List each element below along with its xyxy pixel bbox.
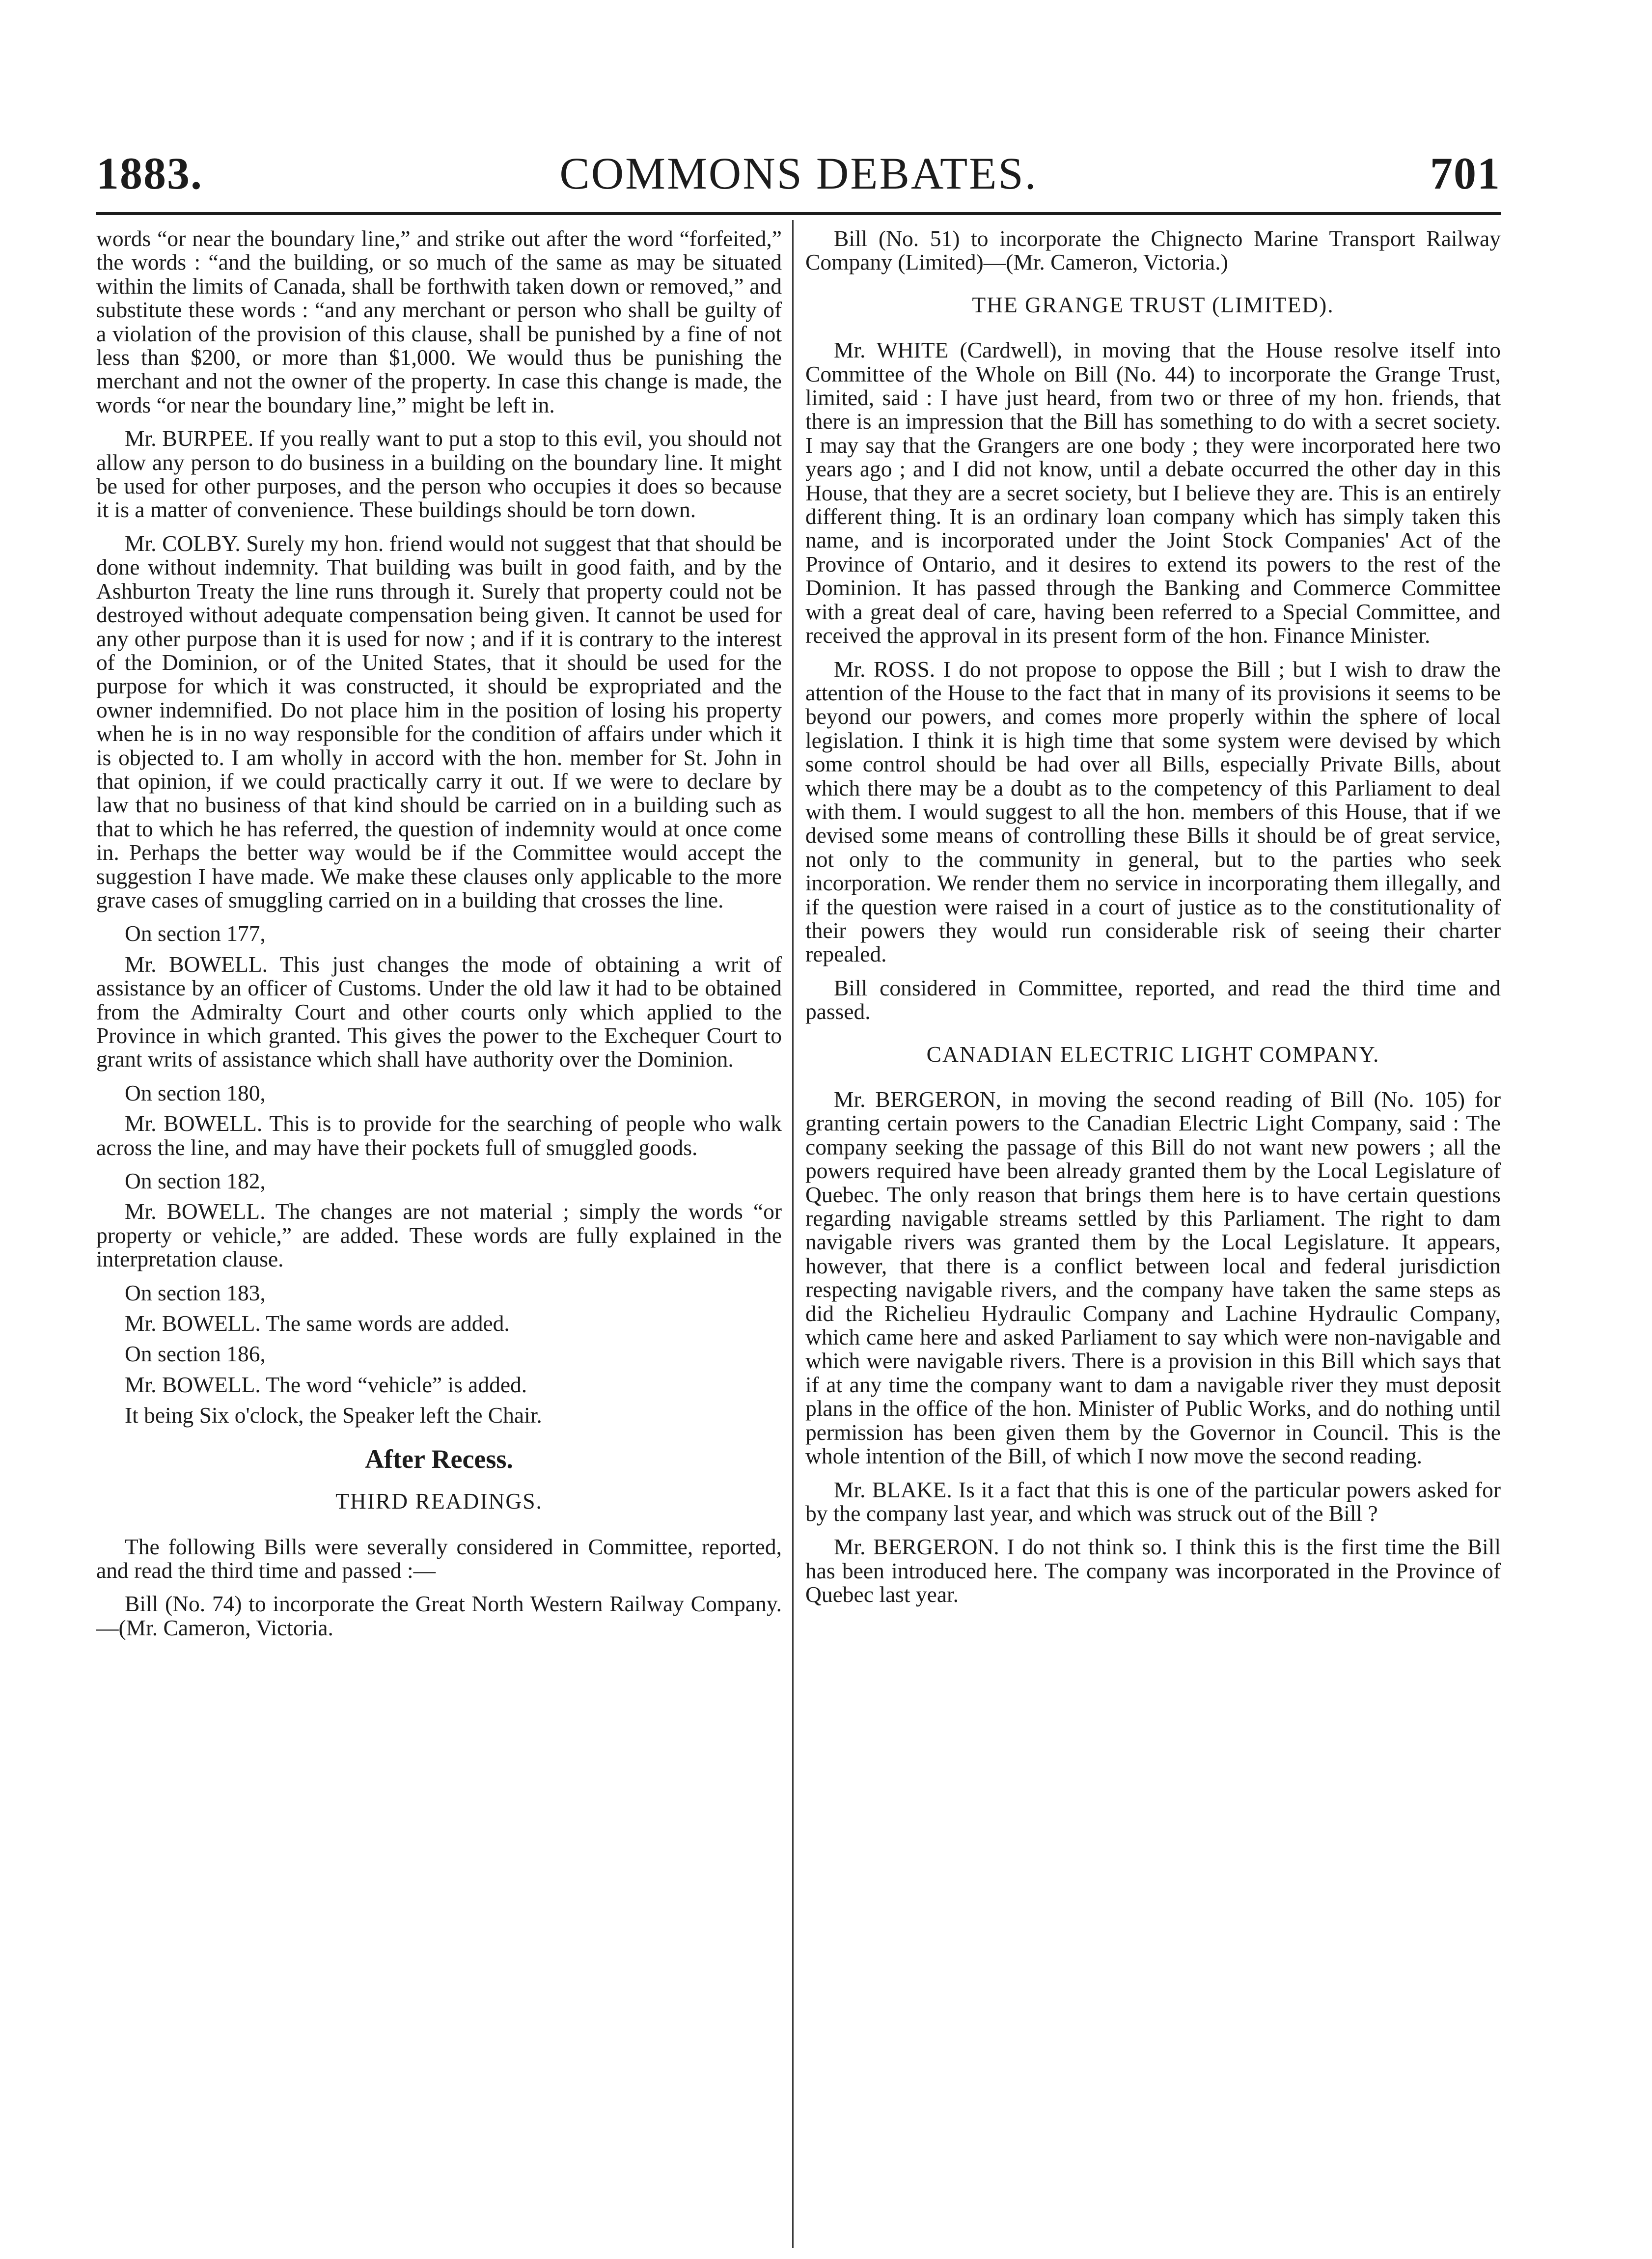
section-note: On section 186, bbox=[125, 1341, 266, 1367]
right-column bbox=[805, 227, 1501, 2245]
header-rule bbox=[96, 212, 1501, 215]
section-note: On section 180, bbox=[125, 1080, 266, 1105]
heading-grange-trust: THE GRANGE TRUST (LIMITED). bbox=[972, 292, 1334, 317]
paragraph: Mr. WHITE (Cardwell), in moving that the House resolve itself into Committee of the Whole on Bill (No. 44) to incorporate the Grange Trust, limited, said : I have just heard, from two or three of my hon. friends, that there is an impression that the Bill has something to do with a secret society. I may say that the Grangers are one body ; they were incorporated here two years ago ; and I did not know, until a debate occurred the other day in this House, that they are a secret society, but I believe they are. This is an entirely different thing. It is an ordinary loan company which has simply taken this name, and is incorporated under the Joint Stock Companies' Act of the Province of Ontario, and it desires to extend its powers to the rest of the Dominion. It has passed through the Banking and Commerce Committee with a great deal of care, having been referred to a Special Committee, and received the approval in its present form of the hon. Finance Minister. bbox=[805, 337, 1501, 648]
paragraph: Mr. BOWELL. This just changes the mode of obtaining a writ of assistance by an officer of Customs. Under the old law it had to be obtained from the Admiralty Court and other courts only which applied to the Province in which granted. This gives the power to the Exchequer Court to grant writs of assistance which shall have authority over the Dominion. bbox=[96, 951, 782, 1072]
paragraph: words “or near the boundary line,” and strike out after the word “forfeited,” the words : “and the building, or so much of the same as may be situated within the limits of Canada, shall be forthwith taken down or removed,” and substitute these words : “and any merchant or person who shall be guilty of a violation of the provision of this clause, shall be punished by a fine of not less than $200, or more than $1,000. We would thus be punishing the merchant and not the owner of the property. In case this change is made, the words “or near the boundary line,” might be left in. bbox=[96, 227, 782, 417]
paragraph: Bill considered in Committee, reported, and read the third time and passed. bbox=[805, 975, 1501, 1024]
section-note: On section 182, bbox=[125, 1168, 266, 1194]
paragraph: Mr. COLBY. Surely my hon. friend would not suggest that that should be done without indemnity. That building was built in good faith, and by the Ashburton Treaty the line runs through it. Surely that property could not be destroyed without adequate compensation being given. It cannot be used for any other purpose than it is used for now ; and if it is contrary to the interest of the Dominion, or of the United States, that it should be used for the purpose for which it was constructed, it should be expropriated and the owner indemnified. Do not place him in the position of losing his property when he is in no way responsible for the condition of affairs under which it is objected to. I am wholly in accord with the hon. member for St. John in that opinion, if we could practically carry it out. If we were to declare by law that no business of that kind should be carried on in a building such as that to which he has referred, the question of indemnity would at once come in. Perhaps the better way would be if the Committee would accept the suggestion I have made. We make these clauses only applicable to the more grave cases of smuggling carried on in a building that crosses the line. bbox=[96, 530, 782, 912]
paragraph: Mr. BERGERON. I do not think so. I think this is the first time the Bill has been introduced here. The company was incorporated in the Province of Quebec last year. bbox=[805, 1534, 1501, 1607]
paragraph: Mr. BOWELL. This is to provide for the searching of people who walk across the line, and may have their pockets full of smuggled goods. bbox=[96, 1111, 782, 1160]
paragraph: Mr. BERGERON, in moving the second reading of Bill (No. 105) for granting certain powers to the Canadian Electric Light Company, said : The company seeking the passage of this Bill do not want new powers ; all the powers required have been already granted them by the Local Legislature of Quebec. The only reason that brings them here is to have certain questions regarding navigable streams settled by this Parliament. The right to dam navigable rivers was granted them by the Local Legislature. It appears, however, that there is a conflict between local and federal jurisdiction respecting navigable rivers, and the company have taken the same steps as did the Richelieu Hydraulic Company and Lachine Hydraulic Company, which came here and asked Parliament to say which were non-navigable and which were navigable rivers. There is a provision in this Bill which says that if at any time the company want to dam a navigable river they must deposit plans in the office of the hon. Minister of Public Works, and do nothing until permission has been given them by the Governor in Council. This is the whole intention of the Bill, of which I now move the second reading. bbox=[805, 1087, 1501, 1469]
paragraph: Bill (No. 74) to incorporate the Great North Western Railway Company.—(Mr. Cameron, Victoria. bbox=[96, 1591, 782, 1640]
paragraph: Mr. BLAKE. Is it a fact that this is one of the particular powers asked for by the company last year, and which was struck out of the Bill ? bbox=[805, 1477, 1501, 1526]
paragraph: Bill (No. 51) to incorporate the Chignecto Marine Transport Railway Company (Limited)—(Mr. Cameron, Victoria.) bbox=[805, 227, 1501, 275]
paragraph: Mr. BOWELL. The changes are not material ; simply the words “or property or vehicle,” are added. These words are fully explained in the interpretation clause. bbox=[96, 1199, 782, 1272]
heading-electric-light: CANADIAN ELECTRIC LIGHT COMPANY. bbox=[926, 1041, 1380, 1067]
page-number: 701 bbox=[1430, 148, 1501, 198]
paragraph: It being Six o'clock, the Speaker left the Chair. bbox=[125, 1403, 542, 1428]
heading-after-recess: After Recess. bbox=[365, 1444, 513, 1474]
publication-title: COMMONS DEBATES. bbox=[559, 148, 1038, 198]
paragraph: Mr. BOWELL. The word “vehicle” is added. bbox=[125, 1372, 527, 1397]
header-year: 1883. bbox=[96, 148, 203, 198]
paragraph: Mr. BURPEE. If you really want to put a stop to this evil, you should not allow any person to do business in a building on the boundary line. It might be used for other purposes, and the person who occupies it does so because it is a matter of convenience. These buildings should be torn down. bbox=[96, 426, 782, 523]
heading-third-readings: THIRD READINGS. bbox=[335, 1488, 543, 1514]
section-note: On section 183, bbox=[125, 1280, 266, 1305]
section-note: On section 177, bbox=[125, 921, 266, 946]
column-divider bbox=[792, 220, 794, 2248]
page-header bbox=[96, 147, 1501, 211]
paragraph: The following Bills were severally considered in Committee, reported, and read the third time and passed :— bbox=[96, 1534, 782, 1583]
paragraph: Mr. BOWELL. The same words are added. bbox=[125, 1311, 510, 1336]
left-column bbox=[96, 227, 782, 2245]
paragraph: Mr. ROSS. I do not propose to oppose the Bill ; but I wish to draw the attention of the House to the fact that in many of its provisions it seems to be beyond our powers, and comes more properly within the sphere of local legislation. I think it is high time that some system were devised by which some control should be had over all Bills, especially Private Bills, about which there may be a doubt as to the competency of this Parliament to deal with them. I would suggest to all the hon. members of this House, that if we devised some means of controlling these Bills it should be of great service, not only to the community in general, but to the parties who seek incorporation. We render them no service in incorporating them illegally, and if the question were raised in a court of justice as to the constitutionality of their powers they would run considerable risk of seeing their charter repealed. bbox=[805, 656, 1501, 967]
